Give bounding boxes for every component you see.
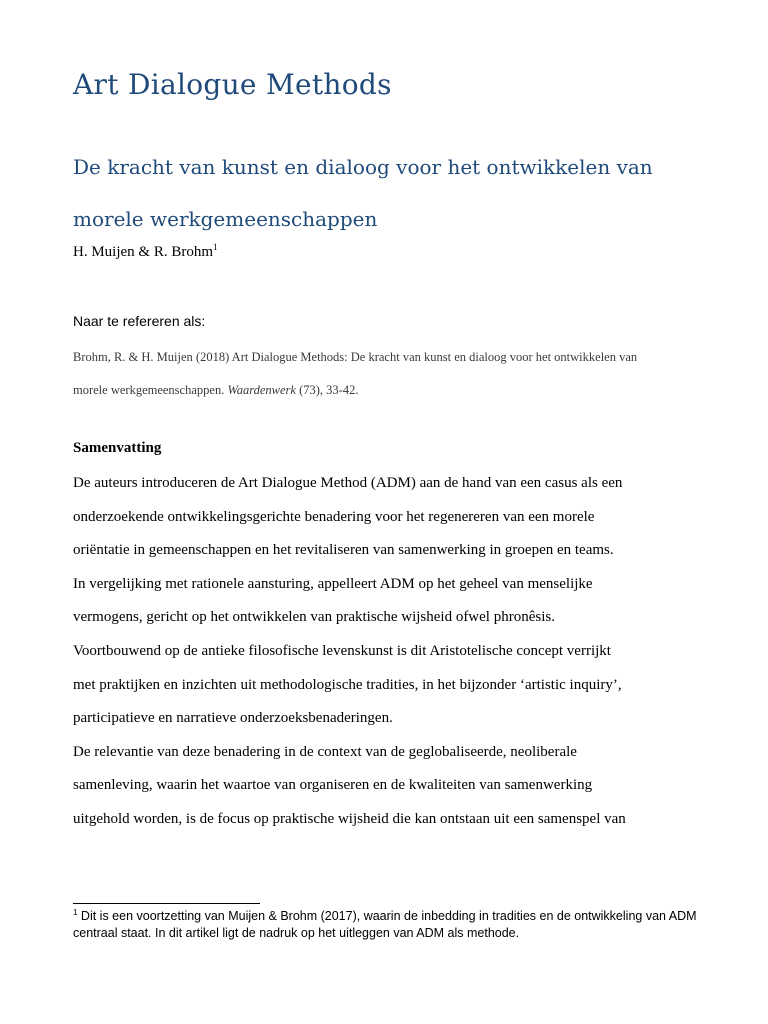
abstract-line: vermogens, gericht op het ontwikkelen van praktische wijsheid ofwel phronêsis. [73,609,555,626]
authors-footnote-marker: 1 [213,242,218,252]
abstract-body [73,467,693,837]
citation-journal: Waardenwerk [227,383,296,397]
reference-label: Naar te refereren als: [73,313,206,329]
citation-tail: (73), 33-42. [295,383,359,397]
authors-line [73,244,218,261]
footnote-text: Dit is een voortzetting van Muijen & Brohm (2017), waarin de inbedding in tradities en de ontwikkeling van ADM centraal staat. In dit artikel ligt de nadruk op het uitleggen van ADM als methode. [73,909,697,940]
abstract-line: De auteurs introduceren de Art Dialogue Method (ADM) aan de hand van een casus als een [73,475,623,491]
footnote-separator [73,903,260,904]
abstract-heading: Samenvatting [73,440,162,456]
abstract-line: oriëntatie in gemeenschappen en het revitaliseren van samenwerking in groepen en teams. [73,542,614,559]
citation-text: Brohm, R. & H. Muijen (2018) Art Dialogue Methods: De kracht van kunst en dialoog voor het ontwikkelen van morele werkgemeenschappen. [73,350,638,397]
abstract-line: participatieve en narratieve onderzoeksbenaderingen. [73,710,393,727]
abstract-line: samenleving, waarin het waartoe van organiseren en de kwaliteiten van samenwerking [73,777,593,794]
authors-text: H. Muijen & R. Brohm [73,244,214,260]
abstract-line: De relevantie van deze benadering in de context van de geglobaliseerde, neoliberale [73,743,577,760]
footnote [73,908,723,942]
footnote-marker: 1 [73,907,78,917]
abstract-line: Voortbouwend op de antieke filosofische levenskunst is dit Aristotelische concept verrijkt [73,642,611,659]
document-title: Art Dialogue Methods [73,68,392,101]
abstract-line: In vergelijking met rationele aansturing, appelleert ADM op het geheel van menselijke [73,575,593,592]
document-subtitle: De kracht van kunst en dialoog voor het ontwikkelen van morele werkgemeenschappen [73,155,653,231]
reference-citation [73,341,673,407]
abstract-line: uitgehold worden, is de focus op praktische wijsheid die kan ontstaan uit een samenspel van [73,810,626,827]
abstract-line: onderzoekende ontwikkelingsgerichte benadering voor het regenereren van een morele [73,508,595,525]
abstract-line: met praktijken en inzichten uit methodologische tradities, in het bijzonder ‘artistic inquiry’, [73,676,622,693]
